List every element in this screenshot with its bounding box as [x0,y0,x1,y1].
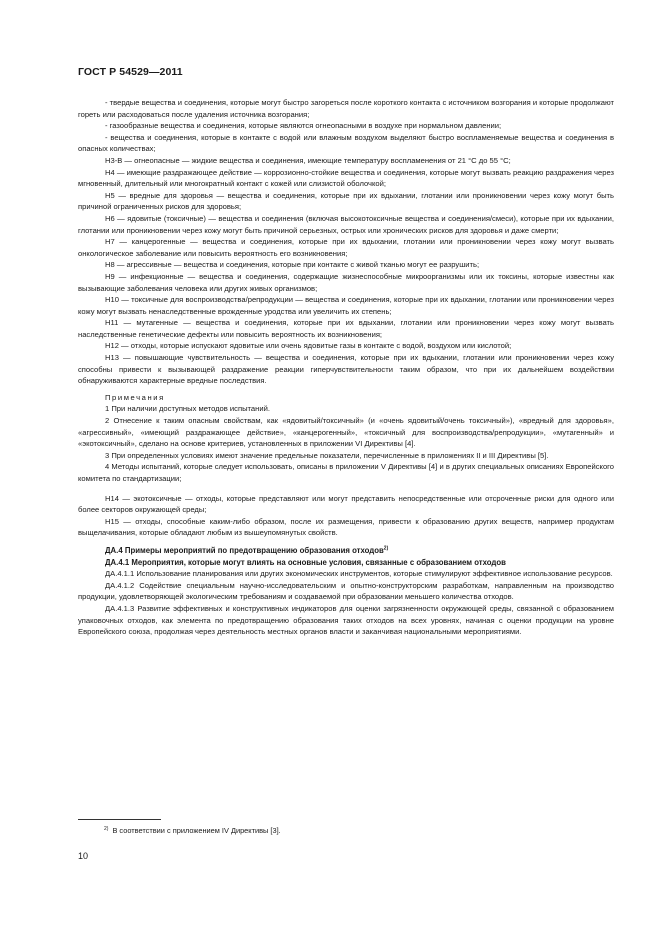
body-paragraph: H11 — мутагенные — вещества и соединения, которые при их вдыхании, глотании или проникновении через кожу могут вызвать наследственные генетические дефекты или повысить вероятность их возникновения; [78,318,614,339]
body-paragraph: - газообразные вещества и соединения, которые являются огнеопасными в воздухе при нормальном давлении; [105,121,502,131]
body-paragraph: H9 — инфекционные — вещества и соединения, содержащие жизнеспособные микроорганизмы или их токсины, которые известны как вызывающие заболевания человека или других живых организмов; [78,271,614,293]
section-heading-text: ДА.4 Примеры мероприятий по предотвращению образования отходов [105,545,384,555]
footnote-divider [78,819,161,820]
clause-item: ДА.4.1.1 Использование планирования или других экономических инструментов, которые стимулируют эффективное использование ресурсов. [105,569,613,579]
body-paragraph: H8 — агрессивные — вещества и соединения, которые при контакте с живой тканью могут ее разрушить; [105,260,480,270]
document-body [78,97,614,638]
clause-item: ДА.4.1.3 Развитие эффективных и конструктивных индикаторов для оценки загрязненности окружающей среды, связанной с образованием упаковочных отходов, как элемента по предотвращению образования таких отходов на всех уровнях, начиная с оценки продукции на уровне Европейского союза, продолжая через деятельность местных органов власти и заканчивая национальными мероприятиями. [78,603,614,637]
document-header: ГОСТ Р 54529—2011 [78,66,183,78]
section-heading [78,545,614,557]
body-paragraph: H6 — ядовитые (токсичные) — вещества и соединения (включая высокотоксичные вещества и соединения/смеси), которые при их вдыхании, глотании или проникновении через кожу могут быть причиной серьезных, острых или хронических рисков для здоровья и даже смерти; [78,213,614,235]
page-number: 10 [78,851,89,861]
body-paragraph: H10 — токсичные для воспроизводства/репродукции — вещества и соединения, которые при их вдыхании, глотании или проникновении через кожу могут вызвать ненаследственные врожденные уродства или увеличить их степень; [78,295,614,316]
note-item: 3 При определенных условиях имеют значение предельные показатели, перечисленные в приложениях II и III Директивы [5]. [105,450,549,460]
body-paragraph: H14 — экотоксичные — отходы, которые представляют или могут представить непосредственные или отсроченные риски для одного или более секторов окружающей среды; [78,493,614,515]
footnote-text: В соответствии с приложением IV Директивы [3]. [112,826,281,835]
body-paragraph: H13 — повышающие чувствительность — вещества и соединения, которые при их вдыхании, глотании или проникновении через кожу способны привести к вызывающей раздражение реакции гиперчувствительности таким образом, что при их дальнейшем воздействии обнаруживаются характерные вредные последствия. [78,353,614,386]
body-paragraph: H7 — канцерогенные — вещества и соединения, которые при их вдыхании, глотании или проникновении через кожу могут вызвать онкологическое заболевание или повысить вероятность его возникновения; [78,237,614,258]
body-paragraph: - твердые вещества и соединения, которые могут быстро загореться после короткого контакта с источником возгорания и которые продолжают гореть или расходоваться после удаления источника возгорания; [78,98,614,119]
note-item: 2 Отнесение к таким опасным свойствам, как «ядовитый/токсичный» (и «очень ядовитый/очень токсичный»), «вредный для здоровья», «агрессивный», «имеющий раздражающее действие», «канцерогенный», «токсичный для воспроизводства/репродукции», «мутагенный» и «экотоксичный», сделано на основе критериев, установленных в приложении VI Директивы [4]. [78,416,614,449]
notes-title: Примечания [105,392,165,402]
footnote-marker: 2) [104,825,109,832]
clause-item: ДА.4.1.2 Содействие специальным научно-исследовательским и опытно-конструкторским разработкам, направленным на производство продукции, удовлетворяющей экологическим требованиям и создаваемой при образовании меньшего количества отходов. [78,580,614,602]
note-item: 4 Методы испытаний, которые следует использовать, описаны в приложении V Директивы [4] и в других специальных описаниях Европейского комитета по стандартизации; [78,462,614,483]
footnote [104,826,281,835]
body-paragraph: H3-B — огнеопасные — жидкие вещества и соединения, имеющие температуру воспламенения от 21 °С до 55 °С; [105,155,511,165]
body-paragraph: H4 — имеющие раздражающее действие — коррозионно-стойкие вещества и соединения, которые могут вызвать реакцию раздражения через мгновенный, длительный или многократный контакт с кожей или слизистой оболочкой; [78,167,614,189]
body-paragraph: H15 — отходы, способные каким-либо образом, после их размещения, привести к образованию других веществ, например продуктам выщелачивания, которые обладают любым из вышеупомянутых свойств. [78,516,614,538]
note-item: 1 При наличии доступных методов испытаний. [105,404,270,414]
body-paragraph: H12 — отходы, которые испускают ядовитые или очень ядовитые газы в контакте с водой, воздухом или кислотой; [105,341,512,351]
footnote-reference: 2) [383,545,389,552]
body-paragraph: H5 — вредные для здоровья — вещества и соединения, которые при их вдыхании, глотании или проникновении через кожу могут быть причиной ограниченных рисков для здоровья; [78,190,614,212]
body-paragraph: - вещества и соединения, которые в контакте с водой или влажным воздухом выделяют быстро воспламеняемые вещества и соединения в опасных количествах; [78,132,614,154]
subsection-heading: ДА.4.1 Мероприятия, которые могут влиять на основные условия, связанные с образованием отходов [105,557,506,567]
